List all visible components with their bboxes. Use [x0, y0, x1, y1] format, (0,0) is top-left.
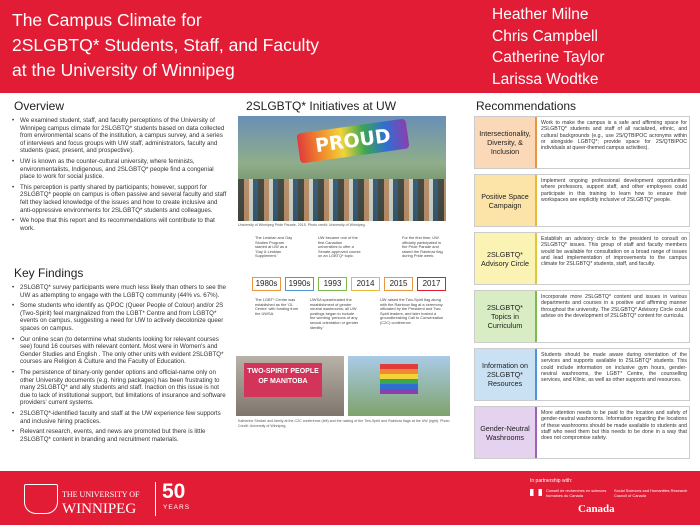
canada-flag-icon: [530, 489, 542, 496]
flag-raising-photo: [348, 356, 450, 416]
recommendation-text: Incorporate more 2SLGBTQ* content and issues in various departments and courses in a positive and affirming manner throughout the university. The 2SLGBTQ* Advisory Circle could advise on the development of 2SLGBTQ* content for curricula.: [541, 294, 687, 319]
timeline-note: The Lesbian and Gay Studies Program started at UW as a 'Gay & Lesbian Supplement.': [255, 235, 293, 259]
divider: [155, 482, 156, 516]
sshrc-name-fr: Conseil de recherches en sciences humaines du Canada: [546, 488, 607, 498]
photo-caption: University of Winnipeg Pride Parade, 2015. Photo credit: University of Winnipeg.: [238, 223, 366, 227]
timeline-year: 1990s: [285, 277, 314, 291]
recommendation-label: Gender-Neutral Washrooms: [475, 407, 537, 458]
list-item: • We examined student, staff, and faculty perceptions of the University of Winnipeg campus climate for 2SLGBTQ* students based on data collected from environmental scans of the institution, a campus survey, and a series of interviews and focus groups with UW staff, administrators, faculty and students (past, present, and prospective).: [12, 117, 228, 155]
recommendations-heading: Recommendations: [476, 99, 577, 113]
recommendation-label: 2SLGBTQ* Topics in Curriculum: [475, 291, 537, 342]
list-item: • 2SLGBTQ*-identified faculty and staff at the UW experience few supports and inclusive hiring practices.: [12, 410, 228, 425]
list-item: • Some students who identify as QPOC (Queer People of Colour) and/or 2S (Two-Spirit) feel marginalized from the LGBT* Centre and from LGBTQ* events on campus, suggesting a need for UW to actively decolonize queer spaces on campus.: [12, 302, 228, 332]
photo-sign: TWO-SPIRIT PEOPLE OF MANITOBA: [244, 363, 322, 397]
recommendation-text: Establish an advisory circle to the president to consult on 2SLGBTQ* issues. This group of staff and faculty members would be available for consultation on a broad range of issues and lead implementation of improvements to the campus climate for 2SLGBTQ* students, staff, and faculty.: [541, 236, 687, 268]
author-name: Larissa Wodtke: [492, 70, 599, 88]
anniversary-label: YEARS: [163, 504, 191, 511]
title-line: at the University of Winnipeg: [12, 60, 235, 80]
timeline-note: UWSA spearheaded the establishment of gender neutral washrooms; all UW postings began to include the wording 'persons of any sexual orientation or gender identity.': [310, 297, 359, 330]
recommendation-label: Information on 2SLGBTQ* Resources: [475, 349, 537, 400]
partnership-label: In partnership with:: [530, 478, 573, 484]
timeline-note: For the first time, UW officially participated in the Pride Parade and raised the Rainbow flag during Pride week.: [402, 235, 443, 259]
recommendation-label: 2SLGBTQ* Advisory Circle: [475, 233, 537, 284]
findings-list: [12, 284, 228, 446]
key-findings-heading: Key Findings: [14, 266, 84, 280]
uw-crest-icon: [24, 484, 58, 514]
photo-banner: PROUD: [296, 118, 409, 163]
list-item: • 2SLGBTQ* survey participants were much less likely than others to see the UW as attempting to engage with the LGBTQ community (44% vs. 67%).: [12, 284, 228, 299]
recommendation-text: Implement ongoing professional development opportunities where professors, support staff, and other employees could participate in this training to learn how to ensure their workspaces are explicitly inclusive of 2SLGBTQ* people.: [541, 178, 687, 203]
crowd-image: [238, 179, 446, 221]
recommendation-text: More attention needs to be paid to the location and safety of gender-neutral washrooms. Information regarding the locations of these washrooms should be made available to students and staff who need them but this needs to be done in a way that does not compromise safety.: [541, 410, 687, 442]
timeline-note: UW raised the Two-Spirit flag along with the Rainbow flag at a ceremony officiated by the President and Two-Spirit leaders, and later hosted a groundbreaking Call to Conversation (C2C) conference.: [380, 297, 444, 325]
timeline-note: UW became one of the first Canadian universities to offer a Senate-approved course on an LGBTQ* topic.: [318, 235, 361, 259]
rainbow-flag-icon: [380, 364, 418, 394]
timeline: [252, 277, 448, 291]
initiatives-heading: 2SLGBTQ* Initiatives at UW: [246, 99, 397, 113]
list-item: • This perception is partly shared by participants; however, support for 2SLGBTQ* people on campus is often passive and several faculty and staff felt they lacked knowledge of the issues and how to create inclusive and anti-oppressive environments for 2SLGBTQ* students and colleagues.: [12, 184, 228, 214]
recommendation-label: Intersectionality, Diversity, & Inclusion: [475, 117, 537, 168]
overview-list: [12, 117, 228, 235]
timeline-year: 1993: [318, 277, 347, 291]
anniversary-number: 50: [162, 480, 186, 503]
timeline-year: 2014: [351, 277, 380, 291]
pride-parade-photo: [238, 116, 446, 221]
title-line: The Campus Climate for: [12, 10, 202, 30]
author-name: Catherine Taylor: [492, 49, 605, 66]
timeline-note: The LGBT* Centre was established as the 'GL Centre' with funding from the UWSA.: [255, 297, 299, 316]
list-item: • We hope that this report and its recommendations will contribute to that work.: [12, 217, 228, 232]
recommendation-card: [474, 290, 690, 343]
title-line: 2SLGBTQ* Students, Staff, and Faculty: [12, 35, 320, 55]
list-item: • UW is known as the counter-cultural university, where feminists, environmentalists, Indigenous, and 2SLGBTQ* people find a congenial place to work for social justice.: [12, 158, 228, 181]
list-item: • Relevant research, events, and news are promoted but there is little 2SLGBTQ* content in branding and recruitment materials.: [12, 428, 228, 443]
timeline-year: 2015: [384, 277, 413, 291]
recommendation-card: [474, 116, 690, 169]
poster-title: [12, 8, 452, 83]
recommendation-text: Work to make the campus is a safe and affirming space for 2SLGBTQ* students and staff of all racialized, ethnic, and cultural backgrounds (e.g., use 2S/QTBIPOC acronyms within or alongside LGBTQ*; provide space for 2S/QTBIPOC individuals at queer-themed campus activities).: [541, 120, 687, 152]
author-name: Heather Milne: [492, 6, 589, 23]
recommendation-card: [474, 348, 690, 401]
timeline-year: 1980s: [252, 277, 281, 291]
university-name: [62, 486, 139, 516]
university-name-line2: WINNIPEG: [62, 501, 137, 517]
list-item: • The persistence of binary-only gender options and official-name only on other University documents (e.g. hiring packages) has been frustrating to many 2SLGBTQ* and ally students and staff. Inaction on this issue is not due to lack of institutional support, but limitations of insurance and software providers' current systems.: [12, 369, 228, 407]
recommendation-label: Positive Space Campaign: [475, 175, 537, 226]
timeline-year: 2017: [417, 277, 446, 291]
author-name: Chris Campbell: [492, 27, 598, 45]
recommendation-card: [474, 406, 690, 459]
university-name-line1: THE UNIVERSITY OF: [62, 490, 140, 499]
recommendation-card: [474, 232, 690, 285]
two-spirit-photo: [236, 356, 344, 416]
photo-caption: Katherine Sinclair and family at the C2C conference (left) and the raising of the Two-Spirit and Rainbow flags at the UW (right). Photo Credit: University of Winnipeg.: [238, 419, 450, 428]
recommendation-card: [474, 174, 690, 227]
author-list: [492, 4, 605, 90]
overview-heading: Overview: [14, 99, 65, 113]
recommendation-text: Students should be made aware during orientation of the services and supports available to 2SLGBTQ* students. This could include information on inclusive gym hours, gender-neutral washrooms, the LGBT* Centre, the counselling services, and Klinic, as well as other supports and resources.: [541, 352, 687, 384]
list-item: • Our online scan (to determine what students looking for relevant courses see) found 16 courses with relevant content. Most were in Women's and Gender Studies and English . The only other units with evident 2SLGBTQ* courses are Religion & Culture and the Faculty of Education.: [12, 336, 228, 366]
canada-wordmark: Canada: [578, 503, 615, 515]
sshrc-name-en: Social Sciences and Humanities Research Council of Canada: [614, 488, 688, 498]
